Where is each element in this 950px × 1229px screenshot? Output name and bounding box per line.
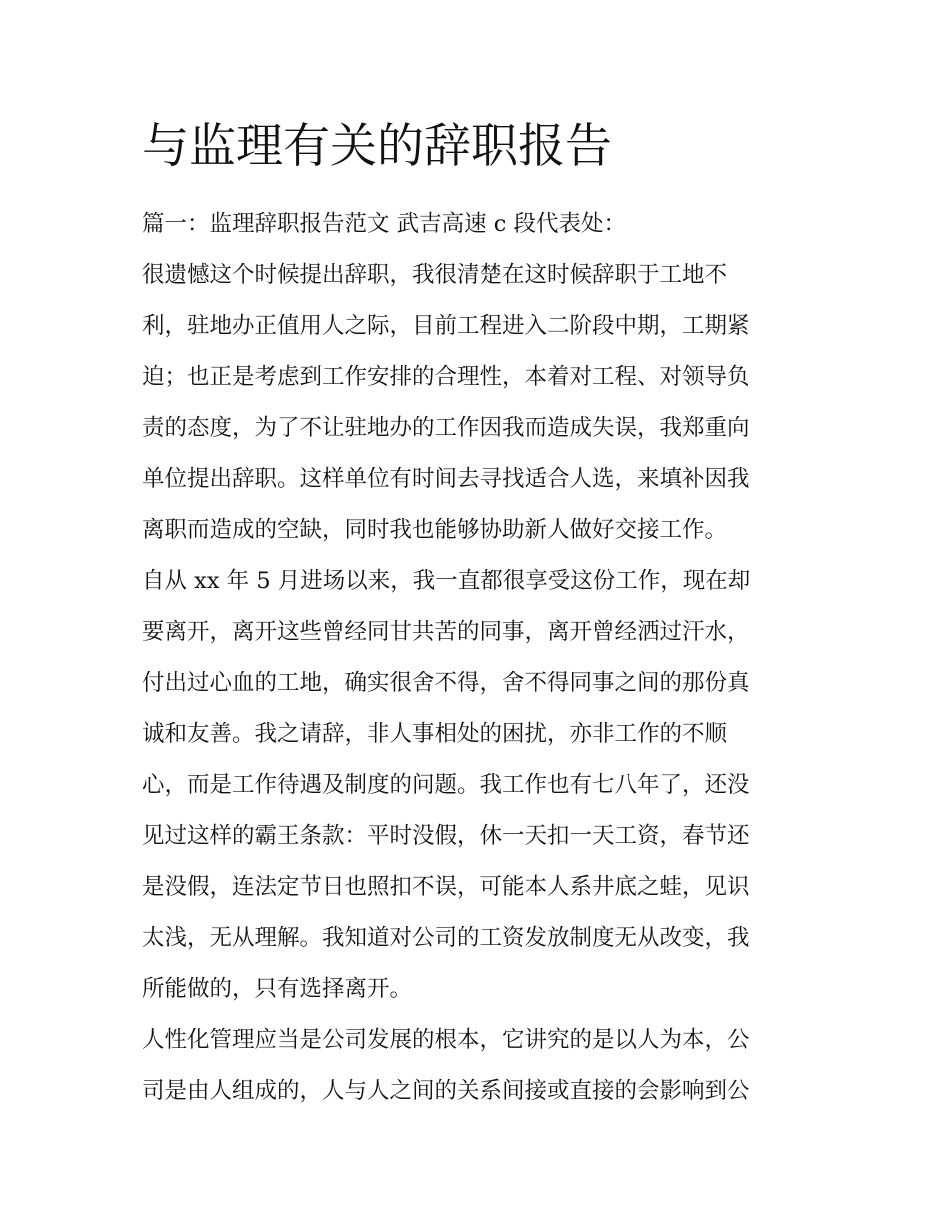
document-title: 与监理有关的辞职报告 [142,119,612,174]
body-line: 单位提出辞职。这样单位有时间去寻找适合人选，来填补因我 [142,466,750,492]
body-line: 所能做的，只有选择离开。 [142,976,413,1002]
body-line: 利，驻地办正值用人之际，目前工程进入二阶段中期，工期紧 [142,313,750,339]
body-line: 见过这样的霸王条款：平时没假，休一天扣一天工资，春节还 [142,823,750,849]
body-line: 责的态度，为了不让驻地办的工作因我而造成失误，我郑重向 [142,415,750,441]
body-line: 迫；也正是考虑到工作安排的合理性，本着对工程、对领导负 [142,364,750,390]
document-body [142,199,822,1117]
body-line: 很遗憾这个时候提出辞职，我很清楚在这时候辞职于工地不 [142,262,728,288]
body-line: 离职而造成的空缺，同时我也能够协助新人做好交接工作。 [142,517,728,543]
body-line: 司是由人组成的，人与人之间的关系间接或直接的会影响到公 [142,1078,750,1104]
body-line: 人性化管理应当是公司发展的根本，它讲究的是以人为本，公 [142,1027,750,1053]
body-line: 付出过心血的工地，确实很舍不得，舍不得同事之间的那份真 [142,670,750,696]
body-line: 诚和友善。我之请辞，非人事相处的困扰，亦非工作的不顺 [142,721,728,747]
body-line: 篇一：监理辞职报告范文 武吉高速 c 段代表处： [142,211,627,237]
body-line: 太浅，无从理解。我知道对公司的工资发放制度无从改变，我 [142,925,750,951]
body-line: 要离开，离开这些曾经同甘共苦的同事，离开曾经洒过汗水， [142,619,750,645]
body-line: 心，而是工作待遇及制度的问题。我工作也有七八年了，还没 [142,772,750,798]
body-line: 是没假，连法定节日也照扣不误，可能本人系井底之蛙，见识 [142,874,750,900]
body-line: 自从 xx 年 5 月进场以来，我一直都很享受这份工作，现在却 [142,568,751,594]
